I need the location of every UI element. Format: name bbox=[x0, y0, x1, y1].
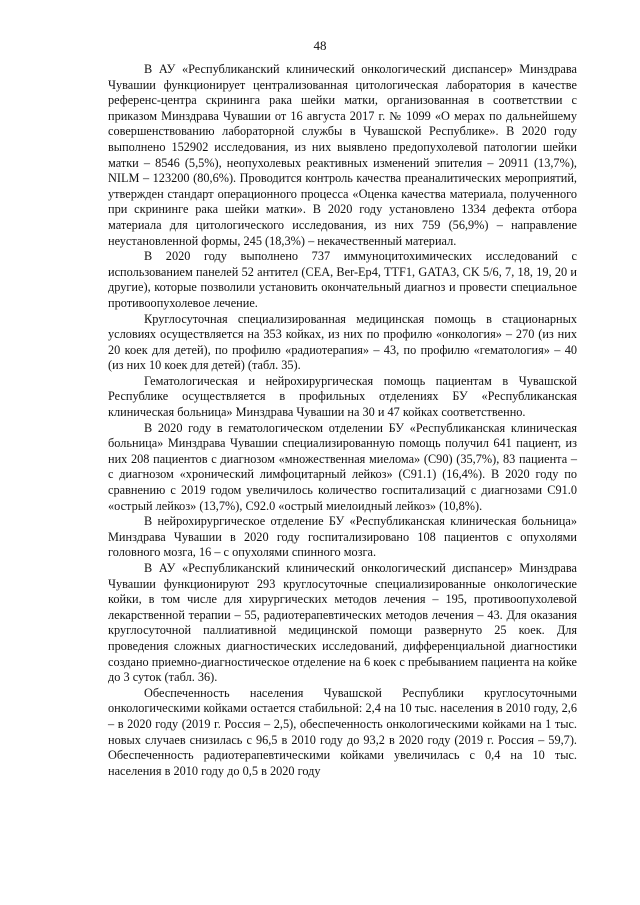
paragraph-oncology-beds: В АУ «Республиканский клинический онкологический диспансер» Минздрава Чувашии функционируют 293 круглосуточные специализированные онкологические койки, в том числе для хирургических методов лечения – 195, противоопухолевой лекарственной терапии – 55, радиотерапевтических методов лечения – 43. Для оказания круглосуточной паллиативной медицинской помощи развернуто 25 коек. Для проведения сложных диагностических исследований, дифференциальной диагностики создано приемно-диагностическое отделение на 6 коек с пребыванием пациента на койке до 3 суток (табл. 36). bbox=[108, 561, 577, 685]
paragraph-inpatient-beds: Круглосуточная специализированная медицинская помощь в стационарных условиях осуществляется на 353 койках, из них по профилю «онкология» – 270 (из них 20 коек для детей), по профилю «радиотерапия» – 43, по профилю «гематология» – 40 (из них 10 коек для детей) (табл. 35). bbox=[108, 311, 577, 373]
paragraph-immunocytochemistry: В 2020 году выполнено 737 иммуноцитохимических исследований с использованием панелей 52 антител (CEA, Ber-Ep4, TTF1, GATA3, CK 5/6, 7, 18, 19, 20 и другие), которые позволили установить окончательный диагноз и провести специальное противоопухолевое лечение. bbox=[108, 249, 577, 310]
paragraph-cytology-lab: В АУ «Республиканский клинический онкологический диспансер» Минздрава Чувашии функционирует централизованная цитологическая лаборатория в качестве референс-центра скрининга рака шейки матки, организованная в соответствии с приказом Минздрава Чувашии от 16 августа 2017 г. № 1099 «О мерах по дальнейшему совершенствованию лабораторной службы в Чувашской Республике». В 2020 году выполнено 152902 исследования, из них выявлено предопухолевой патологии шейки матки – 8546 (5,5%), неопухолевых реактивных изменений эпителия – 20911 (13,7%), NILM – 123200 (80,6%). Проводится контроль качества преаналитических мероприятий, утвержден стандарт операционного процесса «Оценка качества материала, полученного при скрининге рака шейки матки». В 2020 году установлено 1334 дефекта отбора материала для цитологического исследования, из них 759 (56,9%) – направление неустановленной формы, 245 (18,3%) – некачественный материал. bbox=[108, 62, 577, 248]
page-number: 48 bbox=[313, 38, 327, 53]
paragraph-bed-provision: Обеспеченность населения Чувашской Республики круглосуточными онкологическими койками остается стабильной: 2,4 на 10 тыс. населения в 2010 году, 2,6 – в 2020 году (2019 г. Россия – 2,5), обеспеченность онкологическими койками на 1 тыс. новых случаев снизилась с 96,5 в 2010 году до 93,2 в 2020 году (2019 г. Россия – 59,7). Обеспеченность радиотерапевтическими койками увеличилась с 0,4 на 10 тыс. населения в 2010 году до 0,5 в 2020 году bbox=[108, 685, 577, 778]
body-text bbox=[108, 62, 577, 779]
paragraph-neurosurgery-department: В нейрохирургическое отделение БУ «Республиканская клиническая больница» Минздрава Чувашии в 2020 году госпитализировано 108 пациентов с опухолями головного мозга, 16 – с опухолями спинного мозга. bbox=[108, 514, 577, 560]
paragraph-hematology-department: В 2020 году в гематологическом отделении БУ «Республиканская клиническая больница» Минздрава Чувашии специализированную помощь получил 641 пациент, из них 208 пациентов с диагнозом «множественная миелома» (С90) (35,7%), 83 пациента – с диагнозом «хронический лимфоцитарный лейкоз» (С91.1) (16,4%). В 2020 году по сравнению с 2019 годом увеличилось количество госпитализаций с диагнозами С91.0 «острый лейкоз» (13,7%), С92.0 «острый миелоидный лейкоз» (10,8%). bbox=[108, 420, 577, 513]
paragraph-hematology-neurosurgery: Гематологическая и нейрохирургическая помощь пациентам в Чувашской Республике осуществляется в профильных отделениях БУ «Республиканская клиническая больница» Минздрава Чувашии на 30 и 47 койках соответственно. bbox=[108, 373, 577, 420]
